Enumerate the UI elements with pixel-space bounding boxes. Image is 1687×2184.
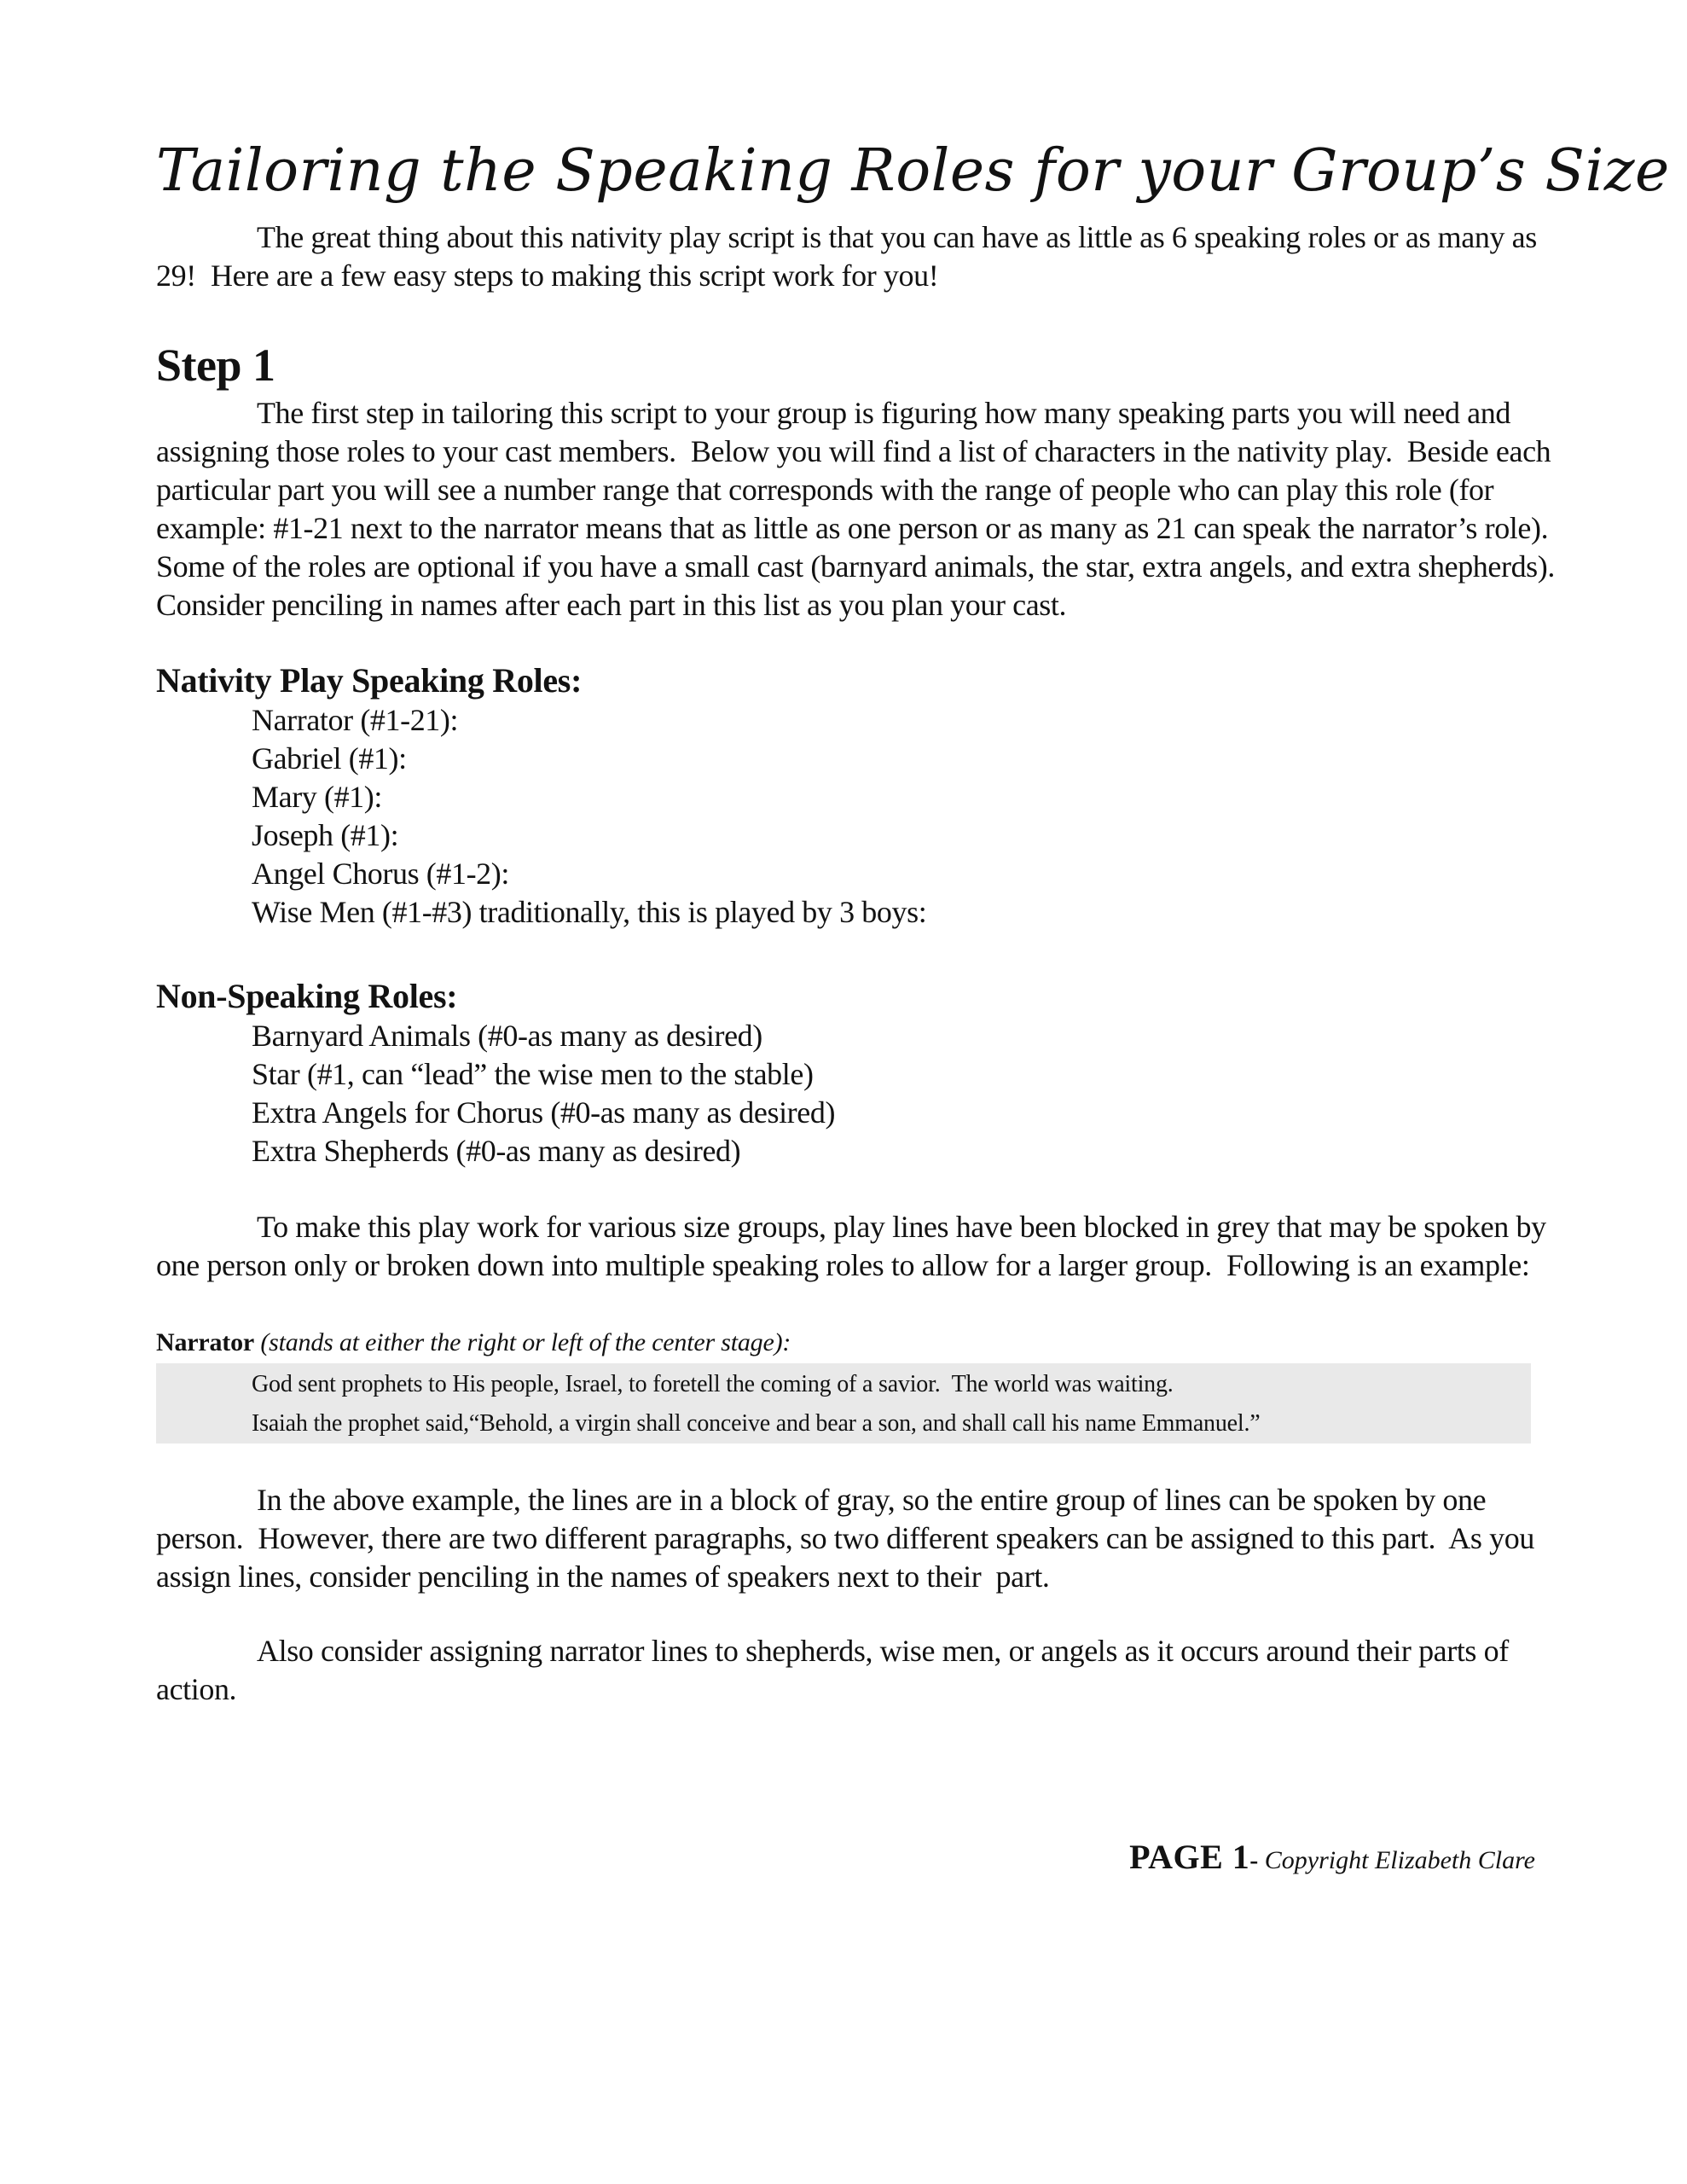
- narrator-assignment-paragraph: Also consider assigning narrator lines to shepherds, wise men, or angels as it occurs around their parts of action.: [156, 1633, 1516, 1706]
- copyright-text: Copyright Elizabeth Clare: [1264, 1845, 1535, 1874]
- grey-highlight-block: [156, 1363, 1531, 1443]
- step-1-paragraph: The first step in tailoring this script to your group is figuring how many speaking parts you will need and assigning those roles to your cast members. Below you will find a list of characters in the nativity play. Beside each particular part you will see a number range that corresponds with the range of people who can play this role (for example: #1-21 next to the narrator means that as little as one person or as many as 21 can speak the narrator’s role). Some of the roles are optional if you have a small cast (barnyard animals, the star, extra angels, and extra shepherds). Consider penciling in names after each part in this list as you plan your cast.: [156, 395, 1562, 622]
- list-item: Barnyard Animals (#0-as many as desired): [252, 1018, 762, 1053]
- intro-paragraph: The great thing about this nativity play script is that you can have as little as 6 speaking roles or as many as 29! Here are a few easy steps to making this script work for you!: [156, 219, 1545, 293]
- footer-separator: -: [1249, 1845, 1265, 1874]
- speaking-roles-heading: Nativity Play Speaking Roles:: [156, 660, 583, 700]
- list-item: Extra Shepherds (#0-as many as desired): [252, 1133, 741, 1168]
- step-1-heading: Step 1: [156, 339, 275, 391]
- narrator-heading: [156, 1327, 1561, 1358]
- explanation-paragraph: In the above example, the lines are in a block of gray, so the entire group of lines can be spoken by one person. However, there are two different paragraphs, so two different speakers can be assigned to this part. As you assign lines, consider penciling in the names of speakers next to their part.: [156, 1482, 1542, 1594]
- script-line: God sent prophets to His people, Israel, to foretell the coming of a savior. The world was waiting.: [252, 1370, 1174, 1397]
- blocking-paragraph: To make this play work for various size groups, play lines have been blocked in grey that may be spoken by one person only or broken down into multiple speaking roles to allow for a larger group. Following is an example:: [156, 1209, 1554, 1282]
- list-item: Gabriel (#1):: [252, 741, 407, 775]
- narrator-example: [156, 1327, 1561, 1443]
- list-item: Star (#1, can “lead” the wise men to the stable): [252, 1056, 814, 1091]
- list-item: Narrator (#1-21):: [252, 702, 459, 737]
- page-number: PAGE 1: [1129, 1837, 1250, 1876]
- non-speaking-roles-heading: Non-Speaking Roles:: [156, 976, 458, 1015]
- list-item: Extra Angels for Chorus (#0-as many as desired): [252, 1095, 836, 1130]
- stage-direction: (stands at either the right or left of the center stage):: [260, 1327, 791, 1356]
- non-speaking-roles-list: [156, 1017, 1561, 1170]
- speaking-roles-list: [156, 701, 1561, 932]
- list-item: Angel Chorus (#1-2):: [252, 856, 509, 891]
- page-footer: [156, 1837, 1535, 1877]
- list-item: Wise Men (#1-#3) traditionally, this is played by 3 boys:: [252, 894, 927, 929]
- narrator-label: Narrator: [156, 1327, 255, 1356]
- page-title: Tailoring the Speaking Roles for your Group’s Size: [156, 137, 1670, 205]
- list-item: Joseph (#1):: [252, 817, 399, 852]
- list-item: Mary (#1):: [252, 779, 382, 814]
- script-line: Isaiah the prophet said,“Behold, a virgin shall conceive and bear a son, and shall call his name Emmanuel.”: [252, 1409, 1261, 1437]
